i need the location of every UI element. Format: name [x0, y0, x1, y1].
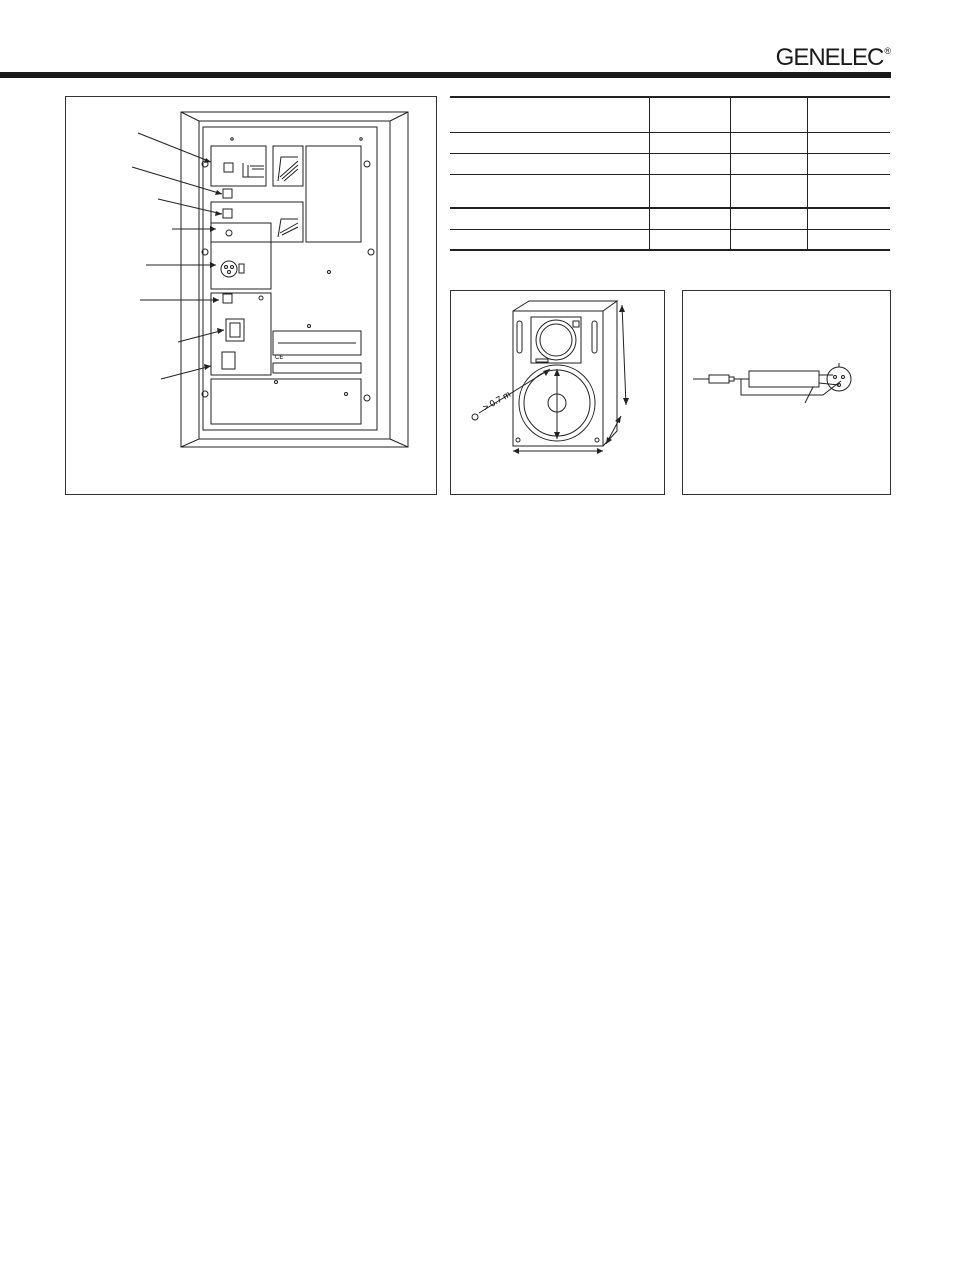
table-cell: [450, 208, 650, 229]
table-cell: [731, 229, 808, 250]
table-cell: [731, 132, 808, 153]
ce-mark: CE: [275, 355, 284, 361]
table-cell: [450, 174, 650, 208]
table-cell: [450, 97, 650, 132]
table-cell: [808, 208, 891, 229]
cable-drawing: [683, 291, 890, 494]
table-cell: [808, 153, 891, 174]
table-cell: [731, 97, 808, 132]
rear-panel-figure: [65, 96, 437, 495]
table-row: [450, 229, 890, 250]
table-cell: [650, 153, 731, 174]
table-cell: [450, 153, 650, 174]
table-cell: [808, 132, 891, 153]
table-cell: [808, 229, 891, 250]
table-row: [450, 208, 890, 229]
table-cell: [731, 153, 808, 174]
spec-table: [450, 96, 890, 251]
distance-label: > 0.7 m: [481, 388, 513, 413]
table-cell: [650, 208, 731, 229]
table-cell: [650, 97, 731, 132]
table-row: [450, 97, 890, 132]
cable-wiring-figure: [682, 290, 891, 495]
speaker-dimension-figure: [450, 290, 665, 495]
table-cell: [731, 208, 808, 229]
speaker-drawing: [451, 291, 664, 494]
table-cell: [650, 132, 731, 153]
table-cell: [450, 229, 650, 250]
table-row: [450, 174, 890, 208]
table-cell: [731, 174, 808, 208]
brand-logo: [776, 44, 890, 72]
header-rule: [0, 72, 891, 78]
table-cell: [650, 229, 731, 250]
table-row: [450, 153, 890, 174]
registered-mark: ®: [884, 46, 890, 56]
table-row: [450, 132, 890, 153]
table-cell: [450, 132, 650, 153]
brand-name: GENELEC: [775, 44, 884, 71]
table-cell: [650, 174, 731, 208]
table-cell: [808, 174, 891, 208]
table-cell: [808, 97, 891, 132]
rear-panel-drawing: [66, 97, 436, 494]
